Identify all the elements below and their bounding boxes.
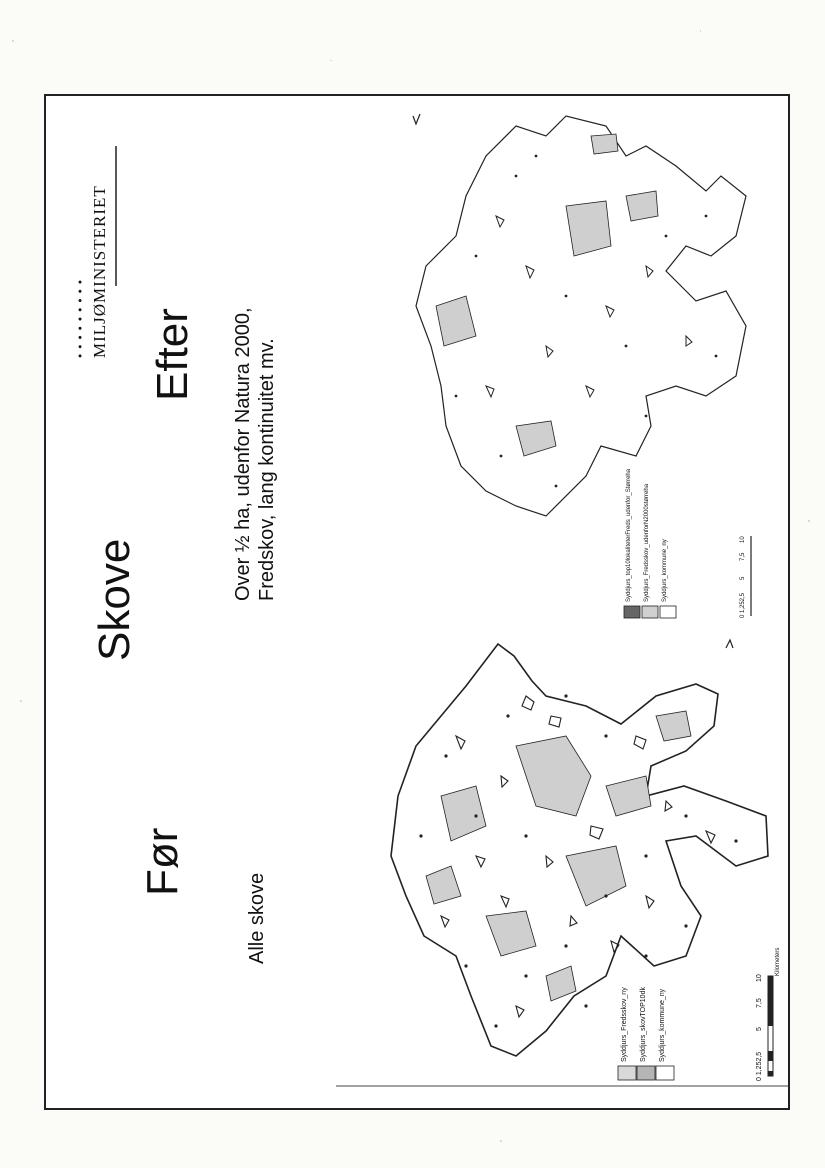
slide-frame [44, 94, 790, 1110]
legend-swatch-fredsskov [618, 1066, 636, 1080]
scan-speck [12, 40, 14, 42]
legend-before-item-3: Syddjurs_kommune_ny [659, 988, 666, 1062]
before-description: Alle skove [246, 872, 268, 964]
scale-after-tick-2: 7,5 [740, 552, 746, 561]
map-before-outline [391, 644, 768, 1056]
after-description-line1: Over ½ ha, udenfor Natura 2000, [232, 307, 254, 601]
scale-after-tick-3: 10 [740, 536, 746, 543]
scan-speck [20, 700, 22, 702]
scale-before-tick-1: 5 [756, 1027, 763, 1031]
scale-before-tick-0: 0 1,252,5 [756, 1051, 763, 1081]
scale-after-tick-1: 5 [740, 576, 746, 580]
legend-swatch-fredsskov-udenfor [642, 606, 658, 618]
legend-after-item-3: Syddjurs_kommune_ny [662, 539, 668, 602]
after-description-line2: Fredskov, lang kontinuitet mv. [256, 338, 278, 601]
after-heading: Efter [148, 308, 197, 401]
legend-swatch-skov [637, 1066, 655, 1080]
scan-speck [500, 1140, 502, 1142]
legend-after-item-2: Syddjurs_Fredsskov_udenforN2000størreha [644, 483, 650, 602]
legend-before-item-2: Syddjurs_skovTOP10dk [640, 987, 647, 1062]
logo-text: MILJØMINISTERIET [90, 185, 109, 358]
scale-before-tick-2: 7,5 [756, 998, 763, 1008]
legend-swatch-kommune [660, 606, 676, 618]
forest-patch [591, 134, 618, 154]
legend-before-swatches [618, 1066, 674, 1080]
legend-after-item-1: Syddjurs_top10lokaliteterFreds_udenfor_Størreha [626, 468, 632, 602]
scale-bar-before [768, 976, 773, 1076]
legend-swatch-kommune [656, 1066, 674, 1080]
ministry-logo [90, 185, 110, 358]
forest-patch [566, 201, 611, 256]
before-heading: Før [138, 827, 187, 896]
scan-speck [700, 30, 701, 32]
legend-swatch-top10 [624, 606, 640, 618]
legend-before-item-1: Syddjurs_Fredsskov_ny [621, 987, 628, 1062]
forest-patch [626, 191, 658, 221]
map-after [413, 114, 746, 648]
slide-title: Skove [90, 538, 139, 661]
north-arrow [726, 640, 733, 648]
scale-before-unit: Kilometers [775, 947, 781, 976]
maps-graphic [46, 96, 788, 1108]
scale-after-tick-0: 0 1,252,5 [740, 592, 746, 618]
scan-speck [330, 60, 332, 61]
scale-before-tick-3: 10 [756, 974, 763, 982]
legend-after-swatches [624, 606, 676, 618]
map-before [391, 644, 768, 1056]
scan-speck [808, 520, 810, 522]
north-arrow [413, 114, 420, 124]
logo-dots: ●●●●●●●●● [77, 274, 84, 358]
